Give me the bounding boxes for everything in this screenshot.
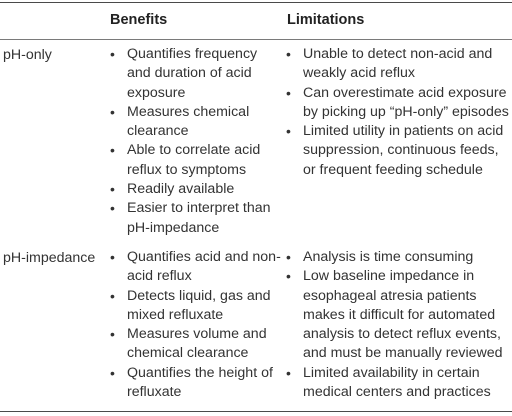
header-benefits: Benefits	[110, 12, 168, 28]
bullet-icon: •	[110, 249, 115, 265]
header-rule	[0, 39, 512, 40]
bullet-icon: •	[286, 268, 291, 285]
bullet-icon: •	[286, 364, 291, 381]
list-item: • Low baseline impedance in esophageal atresia patients makes it difficult for automated analysis to detect reflux events, and must be manually reviewed	[286, 268, 503, 362]
bottom-rule	[0, 411, 512, 412]
bullet-icon: •	[110, 103, 115, 120]
bullet-icon: •	[286, 84, 291, 101]
bullet-icon: •	[286, 249, 291, 265]
bullet-icon: •	[110, 142, 115, 159]
header-limitations: Limitations	[287, 12, 365, 28]
bullet-icon: •	[110, 364, 115, 381]
list-item: • Can overestimate acid exposure by picking up “pH-only” episodes	[286, 84, 509, 120]
bullet-icon: •	[110, 326, 115, 343]
list-item: • Easier to interpret than pH-impedance	[110, 200, 271, 236]
row-ph-only-benefits	[105, 45, 283, 238]
list-item: • Measures volume and chemical clearance	[110, 326, 267, 362]
list-item: • Readily available	[105, 180, 283, 199]
bullet-icon: •	[110, 46, 115, 62]
bullet-icon: •	[110, 287, 115, 304]
bullet-icon: •	[110, 181, 115, 198]
list-item: • Measures chemical clearance	[110, 103, 250, 140]
row-ph-only-limitations	[281, 45, 511, 180]
bullet-icon: •	[110, 200, 115, 217]
list-item: • Quantifies the height of refluxate	[110, 364, 273, 401]
list-item: • Quantifies frequency and duration of acid exposure	[110, 46, 258, 101]
list-item: • Detects liquid, gas and mixed refluxate	[110, 287, 271, 323]
list-item: • Unable to detect non-acid and weakly acid reflux	[286, 46, 493, 82]
bullet-icon: •	[286, 46, 291, 62]
row-label-ph-impedance: pH-impedance	[3, 250, 96, 266]
bullet-icon: •	[286, 123, 291, 140]
list-item: • Quantifies acid and non-acid reflux	[110, 249, 281, 285]
list-item: • Analysis is time consuming	[281, 248, 511, 267]
list-item: • Able to correlate acid reflux to symptoms	[110, 142, 261, 178]
top-rule	[0, 2, 512, 3]
row-ph-impedance-limitations	[281, 248, 511, 402]
list-item: • Limited availability in certain medical centers and practices	[286, 364, 491, 401]
row-ph-impedance-benefits	[105, 248, 283, 402]
list-item: • Limited utility in patients on acid suppression, continuous feeds, or frequent feeding schedule	[286, 123, 504, 178]
row-label-ph-only: pH-only	[3, 47, 52, 63]
